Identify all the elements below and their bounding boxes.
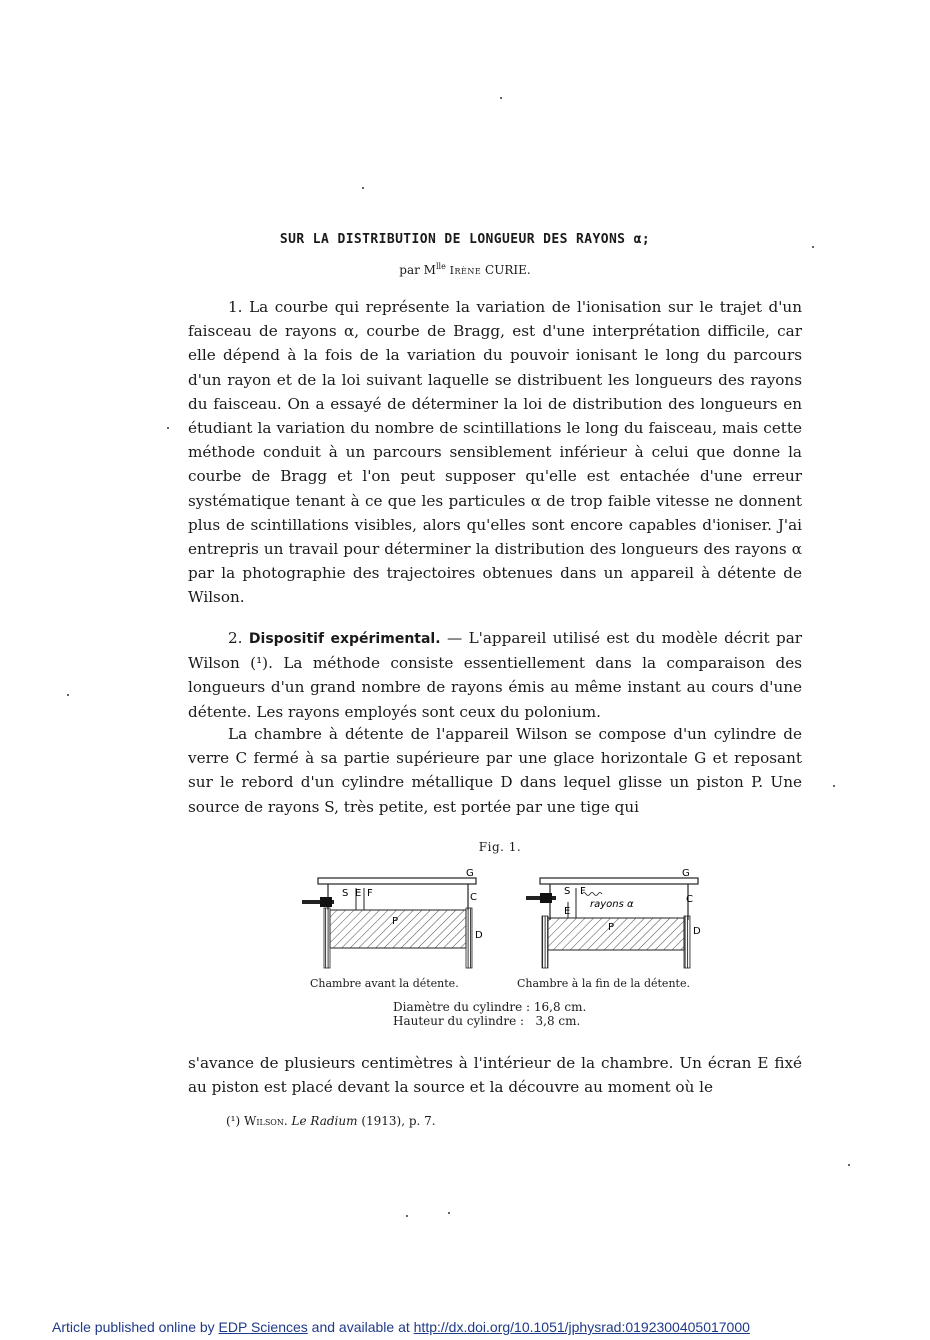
section-2-number: 2. xyxy=(228,629,243,647)
label-f: F xyxy=(580,886,586,897)
scan-speck xyxy=(362,187,364,189)
scan-speck xyxy=(67,694,69,696)
section-2-text: — L'appareil utilisé est du modèle décrit par Wilson (¹). La méthode consiste essentiellement dans la comparaison des longueurs d'un grand nombre de rayons émis au même instant au cours d'une détente. Les rayons employés sont ceux du polonium. xyxy=(188,629,803,721)
scan-speck xyxy=(167,427,169,429)
footnote-rest: (1913), p. 7. xyxy=(361,1114,436,1128)
footnote xyxy=(226,1114,436,1128)
doi-link[interactable]: http://dx.doi.org/10.1051/jphysrad:0192300405017000 xyxy=(413,1319,750,1335)
scan-speck xyxy=(406,1215,408,1217)
glass-plate-g xyxy=(318,878,476,884)
section-2-paragraph xyxy=(188,626,802,724)
footnote-journal: Le Radium xyxy=(291,1114,358,1128)
source-holder xyxy=(540,893,552,903)
figure-caption-right: Chambre à la fin de la détente. xyxy=(517,977,690,990)
footnote-author: Wilson. xyxy=(244,1114,288,1128)
cylinder-wall-right xyxy=(466,908,472,968)
scan-speck xyxy=(848,1164,850,1166)
section-2-paragraph-3: s'avance de plusieurs centimètres à l'intérieur de la chambre. Un écran E fixé au piston est placé devant la source et la découvre au moment où le xyxy=(188,1054,802,1097)
section-1-paragraph xyxy=(188,295,802,610)
section-2-paragraph-2: La chambre à détente de l'appareil Wilson se compose d'un cylindre de verre C fermé à sa partie supérieure par une glace horizontale G et reposant sur le rebord d'un cylindre métallique D dans lequel glisse un piston P. Une source de rayons S, très petite, est portée par une tige qui xyxy=(188,725,802,816)
label-s: S xyxy=(564,886,571,897)
article-title: SUR LA DISTRIBUTION DE LONGUEUR DES RAYONS α; xyxy=(279,232,651,247)
label-s: S xyxy=(342,888,349,899)
label-g: G xyxy=(682,868,690,879)
dimension-diameter: Diamètre du cylindre : 16,8 cm. xyxy=(393,1000,587,1014)
figure-wilson-chamber xyxy=(300,862,720,974)
publisher-line xyxy=(52,1319,750,1335)
publisher-link[interactable]: EDP Sciences xyxy=(218,1319,308,1335)
label-c: C xyxy=(686,894,693,905)
section-2-heading: Dispositif expérimental. xyxy=(248,631,441,647)
figure-caption-left: Chambre avant la détente. xyxy=(310,977,459,990)
chamber-before-expansion xyxy=(302,868,483,968)
cylinder-wall-right xyxy=(684,916,690,968)
cylinder-wall-left xyxy=(324,908,330,968)
author-sup: lle xyxy=(435,262,446,271)
label-e: E xyxy=(355,888,362,899)
label-g: G xyxy=(466,868,474,879)
scan-speck xyxy=(448,1212,450,1214)
publisher-middle: and available at xyxy=(307,1319,414,1335)
label-d: D xyxy=(693,926,701,937)
author-first-name: Irène xyxy=(449,264,482,277)
author-line xyxy=(0,262,930,277)
label-d: D xyxy=(475,930,483,941)
label-p: P xyxy=(608,922,615,933)
figure-label: Fig. 1. xyxy=(478,840,522,854)
dimension-height: Hauteur du cylindre : 3,8 cm. xyxy=(393,1014,581,1028)
label-e: E xyxy=(564,906,571,917)
scan-speck xyxy=(500,97,502,99)
footnote-mark: (¹) xyxy=(226,1114,241,1128)
label-p: P xyxy=(392,916,399,927)
chamber-after-expansion xyxy=(526,868,701,968)
author-surname: CURIE. xyxy=(485,263,531,277)
piston-p xyxy=(548,918,684,950)
scan-speck xyxy=(833,785,835,787)
source-holder xyxy=(320,897,332,907)
glass-plate-g xyxy=(540,878,698,884)
label-f: F xyxy=(367,888,373,899)
section-1-number: 1. xyxy=(228,298,243,316)
publisher-prefix: Article published online by xyxy=(52,1319,219,1335)
label-rays: rayons α xyxy=(590,899,634,910)
figure-dimensions xyxy=(393,1000,586,1028)
cylinder-wall-left xyxy=(542,916,548,968)
author-prefix: par M xyxy=(399,263,436,277)
label-c: C xyxy=(470,892,477,903)
section-1-text: La courbe qui représente la variation de l'ionisation sur le trajet d'un faisceau de rayons α, courbe de Bragg, est d'une interprétation difficile, car elle dépend à la fois de la variation du pouvoir ionisant le long du parcours d'un rayon et de la loi suivant laquelle se distribuent les longueurs des rayons du faisceau. On a essayé de déterminer la loi de distribution des longueurs en étudiant la variation du nombre de scintillations le long du faisceau, mais cette méthode conduit à un parcours sensiblement inférieur à celui que donne la courbe de Bragg et l'on peut supposer qu'elle est entachée d'une erreur systématique tenant à ce que les particules α de trop faible vitesse ne donnent plus de scintillations visibles, alors qu'elles sont encore capables d'ioniser. J'ai entrepris un travail pour déterminer la distribution des longueurs des rayons α par la photographie des trajectoires obtenues dans un appareil à détente de Wilson. xyxy=(188,298,802,607)
